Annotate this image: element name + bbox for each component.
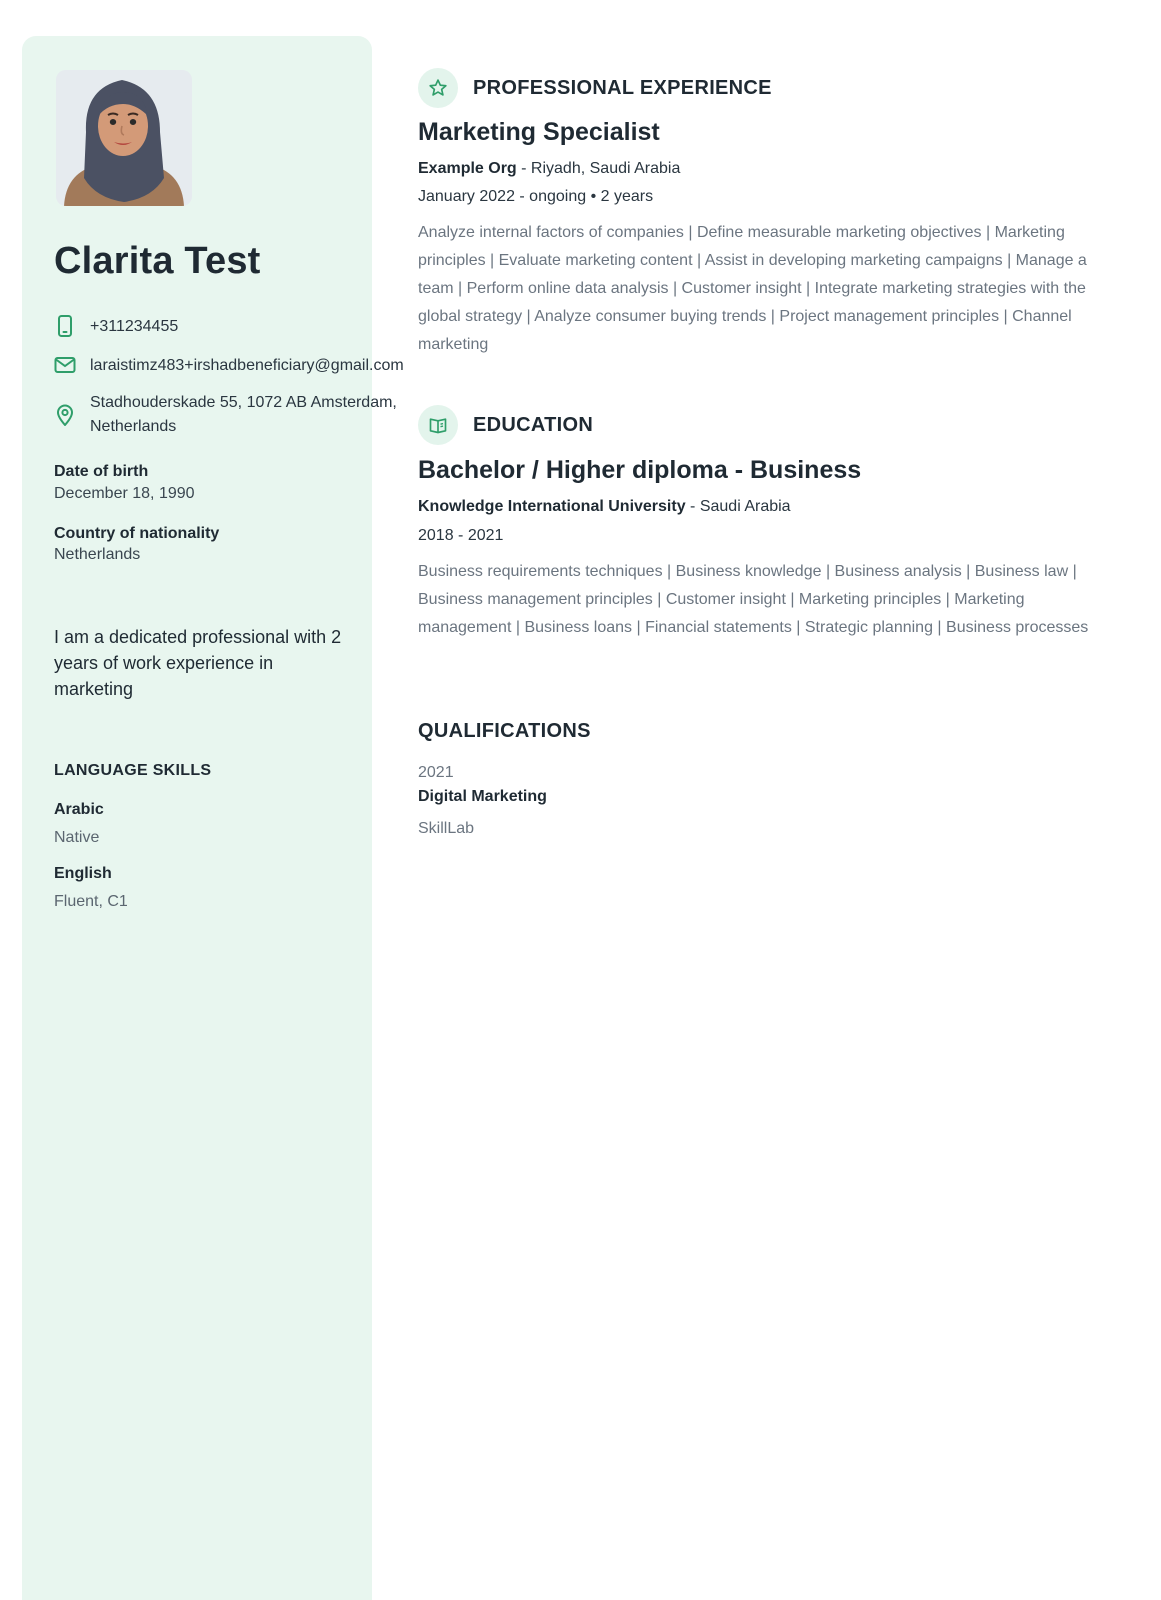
qualifications-heading: QUALIFICATIONS: [418, 720, 591, 742]
experience-location: - Riyadh, Saudi Arabia: [516, 160, 681, 177]
education-org-line: [418, 498, 791, 516]
avatar: [56, 70, 192, 206]
education-heading: EDUCATION: [473, 413, 594, 436]
language-level: Fluent, C1: [54, 893, 128, 910]
address: [90, 391, 397, 439]
language-level: Native: [54, 829, 100, 846]
profile-name: Clarita Test: [54, 240, 261, 282]
experience-heading: PROFESSIONAL EXPERIENCE: [473, 76, 772, 99]
avatar-illustration: [56, 70, 192, 206]
book-icon: [418, 405, 458, 445]
dob-label: Date of birth: [54, 463, 149, 480]
qualification-org: SkillLab: [418, 820, 475, 837]
phone-icon: [54, 315, 76, 337]
experience-section-header: [418, 68, 772, 108]
profile-summary: I am a dedicated professional with 2 years of work experience in marketing: [54, 627, 342, 699]
nationality-value: Netherlands: [54, 546, 141, 563]
education-location: - Saudi Arabia: [685, 498, 791, 515]
experience-org: Example Org: [418, 160, 517, 177]
qualification-year: 2021: [418, 764, 454, 781]
education-title: Bachelor / Higher diploma - Business: [418, 456, 862, 484]
language-skills-heading: LANGUAGE SKILLS: [54, 762, 212, 779]
job-title: Marketing Specialist: [418, 118, 660, 146]
experience-description: Analyze internal factors of companies | Define measurable marketing objectives | Marketing principles | Evaluate marketing content | Assist in developing marketing campaigns | Manage a team | Perform online data analysis | Customer insight | Integrate marketing strategies with the global strategy | Analyze consumer buying trends | Project management principles | Channel marketing: [418, 224, 1087, 353]
education-section-header: [418, 405, 593, 445]
address-line-1: Stadhouderskade 55, 1072 AB Amsterdam,: [90, 394, 397, 411]
star-icon: [418, 68, 458, 108]
qualification-name: Digital Marketing: [418, 788, 547, 805]
location-pin-icon: [54, 404, 76, 426]
address-line-2: Netherlands: [90, 418, 177, 435]
education-description: Business requirements techniques | Business knowledge | Business analysis | Business law | Business management principles | Customer insight | Marketing principles | Marketing management | Business loans | Financial statements | Strategic planning | Business processes: [418, 563, 1089, 636]
language-name: English: [54, 865, 112, 882]
experience-org-line: [418, 160, 680, 178]
phone-number: +311234455: [90, 318, 179, 335]
nationality-label: Country of nationality: [54, 525, 220, 542]
phone-row: [54, 315, 178, 339]
language-name: Arabic: [54, 801, 104, 818]
experience-dates: January 2022 - ongoing • 2 years: [418, 188, 654, 205]
email-address[interactable]: laraistimz483+irshadbeneficiary@gmail.com: [90, 357, 404, 374]
address-row: [54, 391, 397, 439]
dob-value: December 18, 1990: [54, 485, 195, 502]
education-org: Knowledge International University: [418, 498, 686, 515]
mail-icon: [54, 354, 76, 376]
email-row: [54, 354, 404, 378]
education-dates: 2018 - 2021: [418, 527, 504, 544]
sidebar: [22, 36, 404, 1600]
